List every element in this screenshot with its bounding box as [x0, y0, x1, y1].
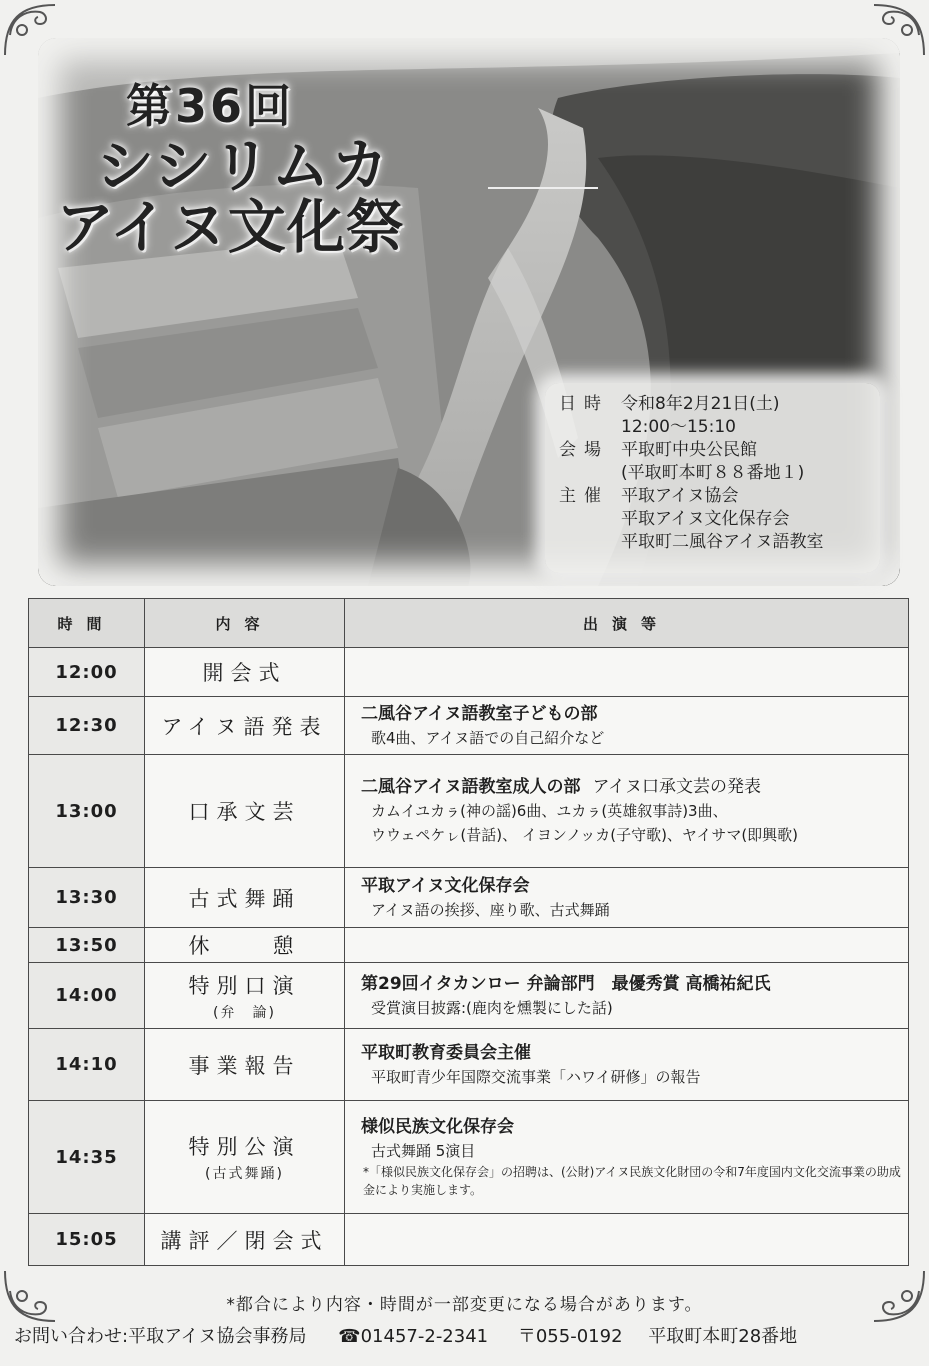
date-row: [559, 393, 780, 416]
performer-name: 平取町教育委員会主催: [361, 1042, 531, 1063]
time-value: 12:00～15:10: [621, 417, 736, 437]
row-performers: [345, 1214, 909, 1266]
row-content-sub: (弁 論): [213, 1004, 276, 1021]
performer-group: [361, 702, 908, 726]
performer-group: [361, 1115, 908, 1139]
postal-code: 〒055-0192: [517, 1326, 623, 1347]
row-content-label: 口承文芸: [188, 800, 301, 825]
performer-extra: アイヌ口承文芸の発表: [592, 777, 761, 798]
venue-address: (平取町本町８８番地１): [621, 463, 805, 483]
row-content-label: アイヌ語発表: [161, 714, 328, 739]
performance-detail: 歌4曲、アイヌ語での自己紹介など: [371, 728, 605, 747]
venue-value: 平取町中央公民館: [621, 440, 757, 460]
contact-label: お問い合わせ:平取アイヌ協会事務局: [14, 1326, 307, 1347]
phone-number: ☎01457-2-2341: [338, 1326, 489, 1347]
performance-detail: カムイユカㇻ(神の謡)6曲、ユカㇻ(英雄叙事詩)3曲、: [371, 802, 728, 821]
title-edition: 第36回: [126, 79, 295, 133]
performance-detail: 受賞演目披露:(鹿肉を燻製にした話): [371, 998, 613, 1017]
row-performers: [345, 928, 909, 963]
row-content-label: 特別口演: [188, 973, 301, 998]
performance-detail: 平取町青少年国際交流事業「ハワイ研修」の報告: [371, 1067, 701, 1086]
row-content: [145, 963, 345, 1029]
performer-group: [361, 874, 908, 898]
row-content-label: 特別公演: [188, 1135, 301, 1160]
venue-label: 会場: [559, 440, 609, 460]
program-table: [28, 598, 909, 1266]
row-time: 13:50: [29, 928, 145, 963]
contact-address: 平取町本町28番地: [648, 1326, 798, 1347]
row-content: [145, 697, 345, 755]
header-time: 時間: [29, 599, 145, 648]
performance-detail: 古式舞踊 5演目: [371, 1142, 476, 1161]
row-time: 14:35: [29, 1101, 145, 1214]
performer-name: 二風谷アイヌ語教室子どもの部: [361, 703, 598, 724]
row-performers: [345, 963, 909, 1029]
row-content-label: 事業報告: [188, 1053, 301, 1078]
row-performers: [345, 648, 909, 697]
venue-address-row: [559, 462, 805, 485]
table-row: [29, 963, 909, 1029]
header-performers: 出演等: [345, 599, 909, 648]
table-row: [29, 1101, 909, 1214]
row-time: 12:30: [29, 697, 145, 755]
row-content: [145, 928, 345, 963]
performer-group: [361, 775, 908, 799]
host-row-3: [559, 531, 824, 554]
performance-detail: ウウェペケㇾ(昔話)、 イヨンノッカ(子守歌)、ヤイサマ(即興歌): [371, 826, 799, 845]
performer-group: [361, 972, 908, 996]
performer-name: 平取アイヌ文化保存会: [361, 875, 530, 896]
table-row: [29, 928, 909, 963]
row-time: 13:30: [29, 868, 145, 928]
row-performers: [345, 1029, 909, 1101]
host-3: 平取町二風谷アイヌ語教室: [621, 532, 824, 552]
table-header-row: [29, 599, 909, 648]
row-content-label: 古式舞踊: [188, 886, 301, 911]
row-performers: [345, 868, 909, 928]
row-performers: [345, 755, 909, 868]
table-row: [29, 755, 909, 868]
date-label: 日時: [559, 394, 609, 414]
row-content: [145, 1214, 345, 1266]
performer-group: [361, 1041, 908, 1065]
title-festival: アイヌ文化祭: [56, 192, 405, 261]
performer-name: 二風谷アイヌ語教室成人の部: [361, 777, 581, 798]
title-name: シシリムカ: [96, 132, 390, 200]
row-time: 14:00: [29, 963, 145, 1029]
host-row: [559, 485, 739, 508]
event-title: [56, 70, 405, 261]
row-content-sub: (古式舞踊): [205, 1166, 284, 1183]
performance-detail: アイヌ語の挨拶、座り歌、古式舞踊: [371, 900, 610, 919]
row-content: [145, 1101, 345, 1214]
header-content: 内容: [145, 599, 345, 648]
grant-note: *「様似民族文化保存会」の招聘は、(公財)アイヌ民族文化財団の令和7年度国内文化交流事業の助成金により実施します。: [363, 1165, 901, 1198]
host-label: 主催: [559, 486, 609, 506]
row-content-label: 休 憩: [188, 934, 301, 959]
row-content-label: 開会式: [202, 661, 287, 686]
host-row-2: [559, 508, 790, 531]
table-row: [29, 868, 909, 928]
venue-row: [559, 439, 757, 462]
time-row: [559, 416, 736, 439]
row-content: [145, 1029, 345, 1101]
change-notice: *都合により内容・時間が一部変更になる場合があります。: [226, 1295, 703, 1315]
row-content: [145, 648, 345, 697]
event-info-box: [545, 383, 880, 573]
host-2: 平取アイヌ文化保存会: [621, 509, 790, 529]
row-content-label: 講評／閉会式: [160, 1228, 329, 1253]
table-row: [29, 1214, 909, 1266]
row-time: 14:10: [29, 1029, 145, 1101]
table-row: [29, 648, 909, 697]
date-value: 令和8年2月21日(土): [621, 394, 780, 414]
row-performers: [345, 1101, 909, 1214]
row-time: 13:00: [29, 755, 145, 868]
table-row: [29, 1029, 909, 1101]
performer-name: 様似民族文化保存会: [361, 1117, 514, 1138]
row-content: [145, 755, 345, 868]
row-time: 12:00: [29, 648, 145, 697]
contact-line: [14, 1322, 797, 1348]
row-performers: [345, 697, 909, 755]
row-content: [145, 868, 345, 928]
performer-name: 第29回イタカンロー 弁論部門 最優秀賞 高橋祐紀氏: [361, 973, 771, 994]
row-time: 15:05: [29, 1214, 145, 1266]
table-row: [29, 697, 909, 755]
host-1: 平取アイヌ協会: [621, 486, 739, 506]
